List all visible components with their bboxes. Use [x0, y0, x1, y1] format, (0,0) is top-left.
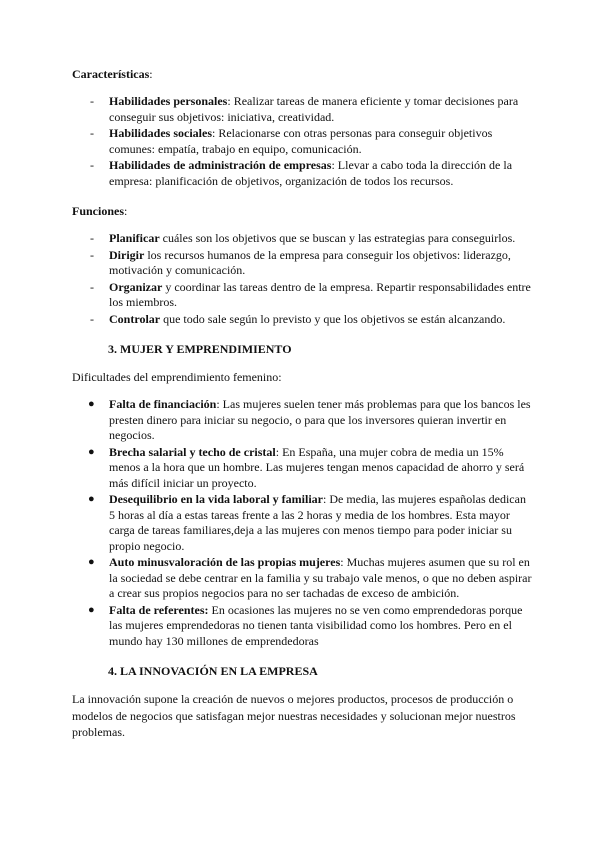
list-item: - Habilidades de administración de empresas: Llevar a cabo toda la dirección de la empresa: planificación de objetivos, organización de todos los recursos. — [90, 158, 513, 188]
list-item: - Controlar que todo sale según lo previsto y que los objetivos se están alcanzando. — [90, 311, 506, 326]
list-item: ● Desequilibrio en la vida laboral y familiar: De media, las mujeres españolas dedican 5 horas al día a estas tareas frente a las 2 horas y media de los hombres. Esta mayor carga de tareas familiares,deja a las mujeres con menos tiempo para poder iniciar su propio negocio. — [88, 492, 526, 553]
list-item: ● Auto minusvaloración de las propias mujeres: Muchas mujeres asumen que su rol en la sociedad se debe centrar en la familia y su trabajo vale menos, o que no deben aspirar a crear sus propios negocios para no ser tachadas de exceso de ambición. — [88, 555, 532, 600]
section-4-paragraph: La innovación supone la creación de nuevos o mejores productos, procesos de producción o modelos de negocios que satisfagan mejor nuestras necesidades y solucionan mejor nuestros problemas. — [72, 692, 516, 739]
list-item: - Planificar cuáles son los objetivos que se buscan y las estrategias para conseguirlos. — [90, 231, 516, 245]
list-item: - Dirigir los recursos humanos de la empresa para conseguir los objetivos: liderazgo, motivación y comunicación. — [90, 247, 511, 277]
section-3-intro: Dificultades del emprendimiento femenino: — [72, 370, 282, 384]
list-item: ● Brecha salarial y techo de cristal: En España, una mujer cobra de media un 15% menos a la hora que un hombre. Las mujeres tengan menos capacidad de ahorro y será más difícil iniciar un proyecto. — [88, 444, 525, 490]
list-item: ● Falta de referentes: En ocasiones las mujeres no se ven como emprendedoras porque las mujeres emprendedoras no tienen tanta visibilidad como los hombres. Pero en el mundo hay 130 millones de emprendedoras — [88, 602, 523, 648]
funciones-heading: Funciones: — [72, 204, 128, 218]
list-item: - Habilidades sociales: Relacionarse con otras personas para conseguir objetivos comunes: empatía, trabajo en equipo, comunicación. — [90, 126, 493, 156]
caracteristicas-list — [72, 94, 532, 189]
funciones-list — [72, 231, 532, 327]
list-item: - Organizar y coordinar las tareas dentro de la empresa. Repartir responsabilidades entre los miembros. — [90, 279, 531, 309]
list-item: ● Falta de financiación: Las mujeres suelen tener más problemas para que los bancos les presten dinero para iniciar su negocio, o para que los inversores quieran invertir en negocios. — [88, 397, 531, 442]
document-page — [72, 66, 532, 741]
dificultades-list — [72, 397, 532, 649]
section-3-title: 3. MUJER Y EMPRENDIMIENTO — [108, 342, 292, 356]
section-4-title: 4. LA INNOVACIÓN EN LA EMPRESA — [108, 664, 318, 678]
caracteristicas-heading: Características: — [72, 67, 153, 81]
list-item: - Habilidades personales: Realizar tareas de manera eficiente y tomar decisiones para conseguir sus objetivos: iniciativa, creatividad. — [90, 94, 519, 124]
